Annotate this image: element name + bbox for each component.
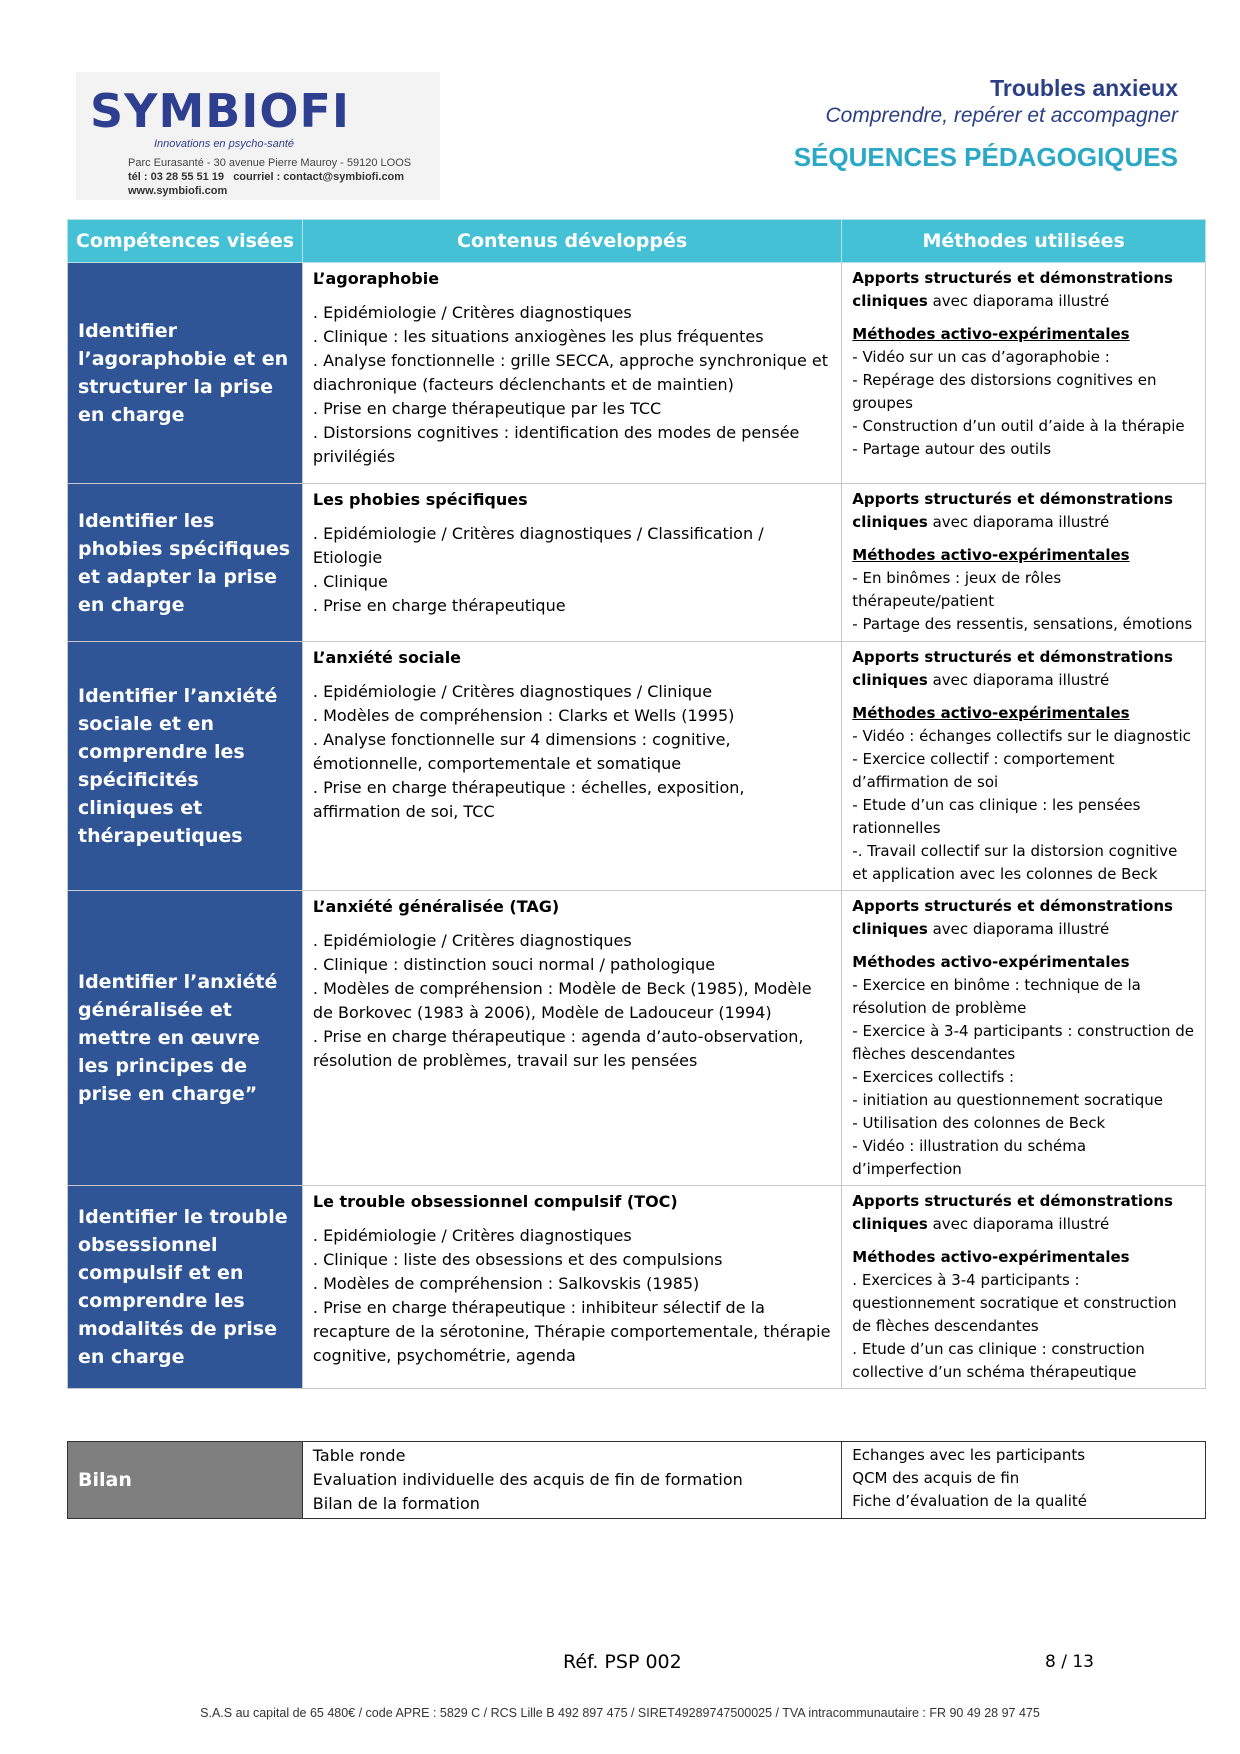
table-row (68, 263, 1206, 484)
section-title: SÉQUENCES PÉDAGOGIQUES (793, 142, 1178, 172)
content-title: Les phobies spécifiques (312, 490, 528, 509)
methods-heading: Méthodes activo-expérimentales (852, 704, 1130, 722)
bilan-table (67, 1441, 1206, 1519)
company-logo (76, 72, 440, 200)
column-header-contenus: Contenus développés (302, 220, 841, 263)
method-item: . Exercices à 3-4 participants : questionnement socratique et construction de flèches descendantes (852, 1271, 1177, 1335)
contact-line (128, 170, 411, 184)
competence-cell: Identifier le trouble obsessionnel compulsif et en comprendre les modalités de prise en charge (68, 1186, 303, 1389)
method-item: . Etude d’un cas clinique : construction collective d’un schéma thérapeutique (852, 1340, 1145, 1381)
content-item: . Analyse fonctionnelle : grille SECCA, approche synchronique et diachronique (facteurs déclenchants et de maintien) (312, 351, 828, 394)
content-title: Le trouble obsessionnel compulsif (TOC) (312, 1192, 678, 1211)
bilan-content-item: Bilan de la formation (312, 1494, 480, 1513)
competence-cell: Identifier l’anxiété sociale et en comprendre les spécificités cliniques et thérapeutiques (68, 642, 303, 891)
sequences-table (67, 219, 1206, 1389)
bilan-content-item: Table ronde (312, 1446, 406, 1465)
column-header-competences: Compétences visées (68, 220, 303, 263)
method-item: - Vidéo : échanges collectifs sur le diagnostic (852, 727, 1191, 745)
legal-footer: S.A.S au capital de 65 480€ / code APRE : 5829 C / RCS Lille B 492 897 475 / SIRET49289747500025 / TVA intracommunautaire : FR 90 49 28 97 475 (200, 1706, 1040, 1720)
content-item: . Distorsions cognitives : identification des modes de pensée privilégiés (312, 423, 800, 466)
column-header-methodes: Méthodes utilisées (842, 220, 1206, 263)
content-item: . Prise en charge thérapeutique (312, 596, 566, 615)
content-item: . Modèles de compréhension : Salkovskis (1985) (312, 1274, 700, 1293)
address-line: Parc Eurasanté - 30 avenue Pierre Mauroy - 59120 LOOS (128, 157, 412, 169)
bilan-label: Bilan (68, 1442, 303, 1519)
method-item: - En binômes : jeux de rôles thérapeute/patient (852, 569, 1062, 610)
method-item: - Vidéo sur un cas d’agoraphobie : (852, 348, 1110, 366)
method-item: - Partage autour des outils (852, 440, 1052, 458)
table-row (68, 642, 1206, 891)
methods-cell (842, 642, 1206, 891)
method-item: - Exercice à 3-4 participants : construction de flèches descendantes (852, 1022, 1194, 1063)
content-item: . Epidémiologie / Critères diagnostiques / Clinique (312, 682, 713, 701)
table-header-row (68, 220, 1206, 263)
content-item: . Epidémiologie / Critères diagnostiques / Classification / Etiologie (312, 524, 764, 567)
content-cell (302, 484, 841, 642)
methods-cell (842, 1186, 1206, 1389)
content-cell (302, 891, 841, 1186)
bilan-methods (842, 1442, 1206, 1519)
content-title: L’anxiété sociale (312, 648, 462, 667)
method-item: -. Travail collectif sur la distorsion cognitive et application avec les colonnes de Beck (852, 842, 1178, 883)
method-item: - Repérage des distorsions cognitives en groupes (852, 371, 1157, 412)
content-item: . Modèles de compréhension : Clarks et Wells (1995) (312, 706, 735, 725)
email: courriel : contact@symbiofi.com (233, 171, 405, 183)
method-item: - Utilisation des colonnes de Beck (852, 1114, 1106, 1132)
method-item: - Etude d’un cas clinique : les pensées rationnelles (852, 796, 1141, 837)
content-item: . Prise en charge thérapeutique par les TCC (312, 399, 662, 418)
page-number: 8 / 13 (1045, 1652, 1094, 1672)
content-item: . Epidémiologie / Critères diagnostiques (312, 931, 632, 950)
table-row (68, 1186, 1206, 1389)
content-cell (302, 642, 841, 891)
bilan-method-item: Fiche d’évaluation de la qualité (852, 1492, 1088, 1510)
methods-heading: Méthodes activo-expérimentales (852, 325, 1130, 343)
content-cell (302, 263, 841, 484)
bilan-method-item: Echanges avec les participants (852, 1446, 1086, 1464)
competence-cell: Identifier l’agoraphobie et en structurer la prise en charge (68, 263, 303, 484)
methods-heading: Méthodes activo-expérimentales (852, 1248, 1130, 1266)
content-item: . Epidémiologie / Critères diagnostiques (312, 303, 632, 322)
logo-tagline: Innovations en psycho-santé (154, 138, 295, 150)
method-item: - initiation au questionnement socratique (852, 1091, 1163, 1109)
methods-heading: Méthodes activo-expérimentales (852, 546, 1130, 564)
content-item: . Clinique (312, 572, 388, 591)
company-address (128, 156, 411, 198)
method-item: - Construction d’un outil d’aide à la thérapie (852, 417, 1185, 435)
content-title: L’agoraphobie (312, 269, 440, 288)
methods-heading: Méthodes activo-expérimentales (852, 953, 1130, 971)
table-row (68, 484, 1206, 642)
content-item: . Prise en charge thérapeutique : inhibiteur sélectif de la recapture de la sérotonine, Thérapie comportementale, thérapie cognitive, psychométrie, agenda (312, 1298, 831, 1365)
content-item: . Modèles de compréhension : Modèle de Beck (1985), Modèle de Borkovec (1983 à 2006), Modèle de Ladouceur (1994) (312, 979, 812, 1022)
methods-intro: Apports structurés et démonstrations cliniques avec diaporama illustré (852, 897, 1173, 938)
bilan-method-item: QCM des acquis de fin (852, 1469, 1020, 1487)
methods-intro: Apports structurés et démonstrations cliniques avec diaporama illustré (852, 269, 1173, 310)
methods-intro: Apports structurés et démonstrations cliniques avec diaporama illustré (852, 490, 1173, 531)
methods-intro: Apports structurés et démonstrations cliniques avec diaporama illustré (852, 648, 1173, 689)
content-cell (302, 1186, 841, 1389)
document-reference: Réf. PSP 002 (563, 1651, 682, 1673)
content-item: . Clinique : les situations anxiogènes les plus fréquentes (312, 327, 764, 346)
method-item: - Partage des ressentis, sensations, émotions (852, 615, 1193, 633)
content-item: . Epidémiologie / Critères diagnostiques (312, 1226, 632, 1245)
document-subtitle: Comprendre, repérer et accompagner (825, 104, 1178, 127)
competence-cell: Identifier les phobies spécifiques et adapter la prise en charge (68, 484, 303, 642)
logo-wordmark: SYMBIOFI (90, 84, 351, 138)
bilan-contents (302, 1442, 841, 1519)
content-item: . Clinique : distinction souci normal / pathologique (312, 955, 716, 974)
method-item: - Exercice collectif : comportement d’affirmation de soi (852, 750, 1115, 791)
competence-cell: Identifier l’anxiété généralisée et mettre en œuvre les principes de prise en charge” (68, 891, 303, 1186)
content-item: . Prise en charge thérapeutique : échelles, exposition, affirmation de soi, TCC (312, 778, 745, 821)
content-title: L’anxiété généralisée (TAG) (312, 897, 560, 916)
bilan-content-item: Evaluation individuelle des acquis de fin de formation (312, 1470, 743, 1489)
method-item: - Exercice en binôme : technique de la résolution de problème (852, 976, 1141, 1017)
phone: tél : 03 28 55 51 19 (128, 171, 225, 183)
methods-cell (842, 263, 1206, 484)
content-item: . Analyse fonctionnelle sur 4 dimensions : cognitive, émotionnelle, comportementale et somatique (312, 730, 731, 773)
website: www.symbiofi.com (128, 185, 228, 197)
document-title: Troubles anxieux (990, 75, 1178, 101)
methods-cell (842, 891, 1206, 1186)
methods-intro: Apports structurés et démonstrations cliniques avec diaporama illustré (852, 1192, 1173, 1233)
content-item: . Clinique : liste des obsessions et des compulsions (312, 1250, 723, 1269)
document-header (794, 74, 1178, 173)
content-item: . Prise en charge thérapeutique : agenda d’auto-observation, résolution de problèmes, travail sur les pensées (312, 1027, 804, 1070)
methods-cell (842, 484, 1206, 642)
table-row (68, 891, 1206, 1186)
method-item: - Vidéo : illustration du schéma d’imperfection (852, 1137, 1087, 1178)
method-item: - Exercices collectifs : (852, 1068, 1015, 1086)
bilan-row (68, 1442, 1206, 1519)
